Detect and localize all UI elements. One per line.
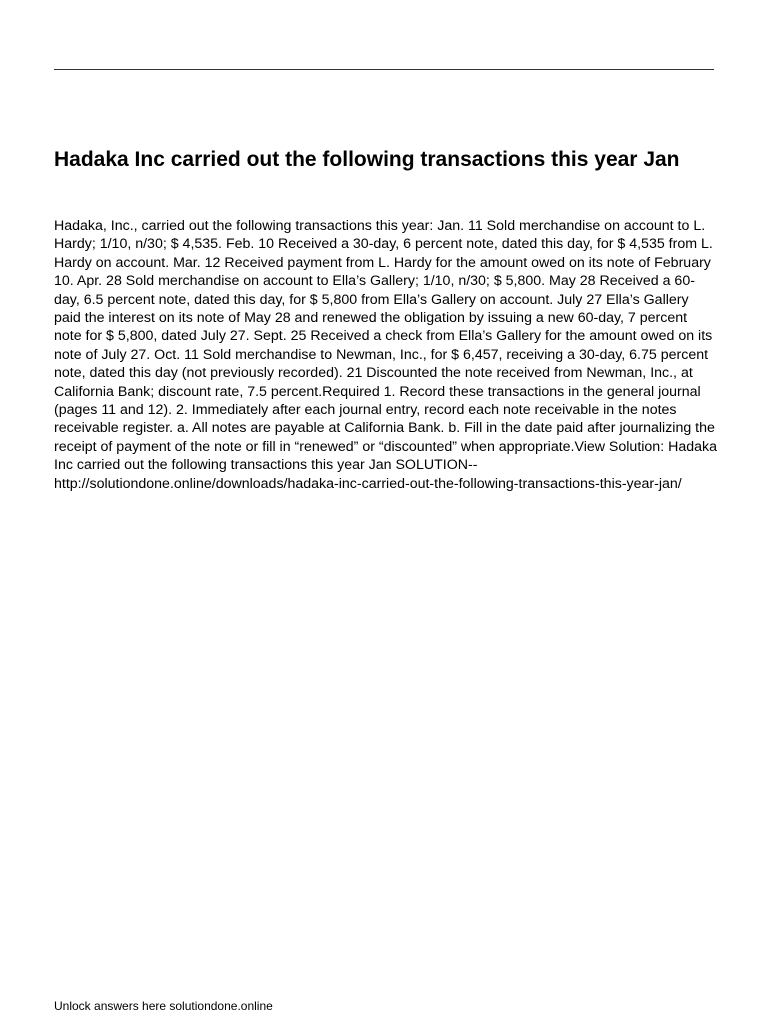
top-divider (54, 69, 714, 70)
footer-text: Unlock answers here solutiondone.online (54, 999, 273, 1013)
document-body-text: Hadaka, Inc., carried out the following transactions this year: Jan. 11 Sold merchandise on account to L. Hardy; 1/10, n/30; $ 4,535. Feb. 10 Received a 30-day, 6 percent note, dated this day, for $ 4,535 from L. Hardy on account. Mar. 12 Received payment from L. Hardy for the amount owed on its note of February 10. Apr. 28 Sold merchandise on account to Ella’s Gallery; 1/10, n/30; $ 5,800. May 28 Received a 60-day, 6.5 percent note, dated this day, for $ 5,800 from Ella’s Gallery on account. July 27 Ella’s Gallery paid the interest on its note of May 28 and renewed the obligation by issuing a new 60-day, 7 percent note for $ 5,800, dated July 27. Sept. 25 Received a check from Ella’s Gallery for the amount owed on its note of July 27. Oct. 11 Sold merchandise to Newman, Inc., for $ 6,457, receiving a 30-day, 6.75 percent note, dated this day (not previously recorded). 21 Discounted the note received from Newman, Inc., at California Bank; discount rate, 7.5 percent.Required 1. Record these transactions in the general journal (pages 11 and 12). 2. Immediately after each journal entry, record each note receivable in the notes receivable register. a. All notes are payable at California Bank. b. Fill in the date paid after journalizing the receipt of payment of the note or fill in “renewed” or “discounted” when appropriate.View Solution: Hadaka Inc carried out the following transactions this year Jan SOLUTION-- http://solutiondone.online/downloads/hadaka-inc-carried-out-the-following-transactions-this-year-jan/ (54, 218, 717, 492)
document-title: Hadaka Inc carried out the following transactions this year Jan (54, 148, 680, 171)
